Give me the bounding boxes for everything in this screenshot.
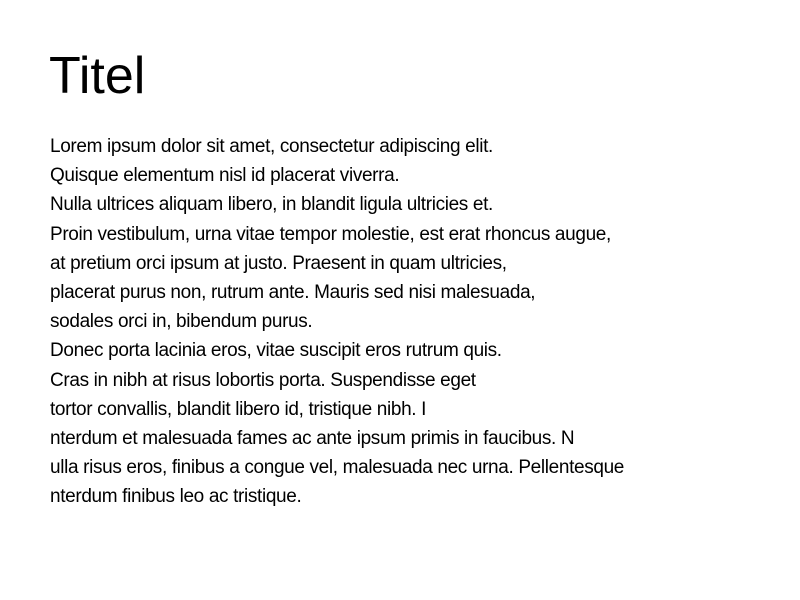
body-line-7: sodales orci in, bibendum purus. xyxy=(50,311,313,333)
body-line-8: Donec porta lacinia eros, vitae suscipit eros rutrum quis. xyxy=(50,340,502,362)
body-line-2: Quisque elementum nisl id placerat viverra. xyxy=(50,165,400,187)
slide-body xyxy=(50,132,624,512)
body-line-1: Lorem ipsum dolor sit amet, consectetur adipiscing elit. xyxy=(50,136,493,157)
body-line-6: placerat purus non, rutrum ante. Mauris sed nisi malesuada, xyxy=(50,282,536,304)
slide-title: Titel xyxy=(49,47,146,105)
body-line-12: ulla risus eros, finibus a congue vel, malesuada nec urna. Pellentesque xyxy=(50,457,625,479)
body-line-10: tortor convallis, blandit libero id, tristique nibh. I xyxy=(50,398,427,420)
body-line-13: nterdum finibus leo ac tristique. xyxy=(50,486,302,508)
body-line-3: Nulla ultrices aliquam libero, in blandit ligula ultricies et. xyxy=(50,194,493,216)
body-line-9: Cras in nibh at risus lobortis porta. Suspendisse eget xyxy=(50,369,476,391)
body-line-5: at pretium orci ipsum at justo. Praesent in quam ultricies, xyxy=(50,252,507,274)
body-line-4: Proin vestibulum, urna vitae tempor molestie, est erat rhoncus augue, xyxy=(50,223,611,245)
body-line-11: nterdum et malesuada fames ac ante ipsum primis in faucibus. N xyxy=(50,428,575,450)
